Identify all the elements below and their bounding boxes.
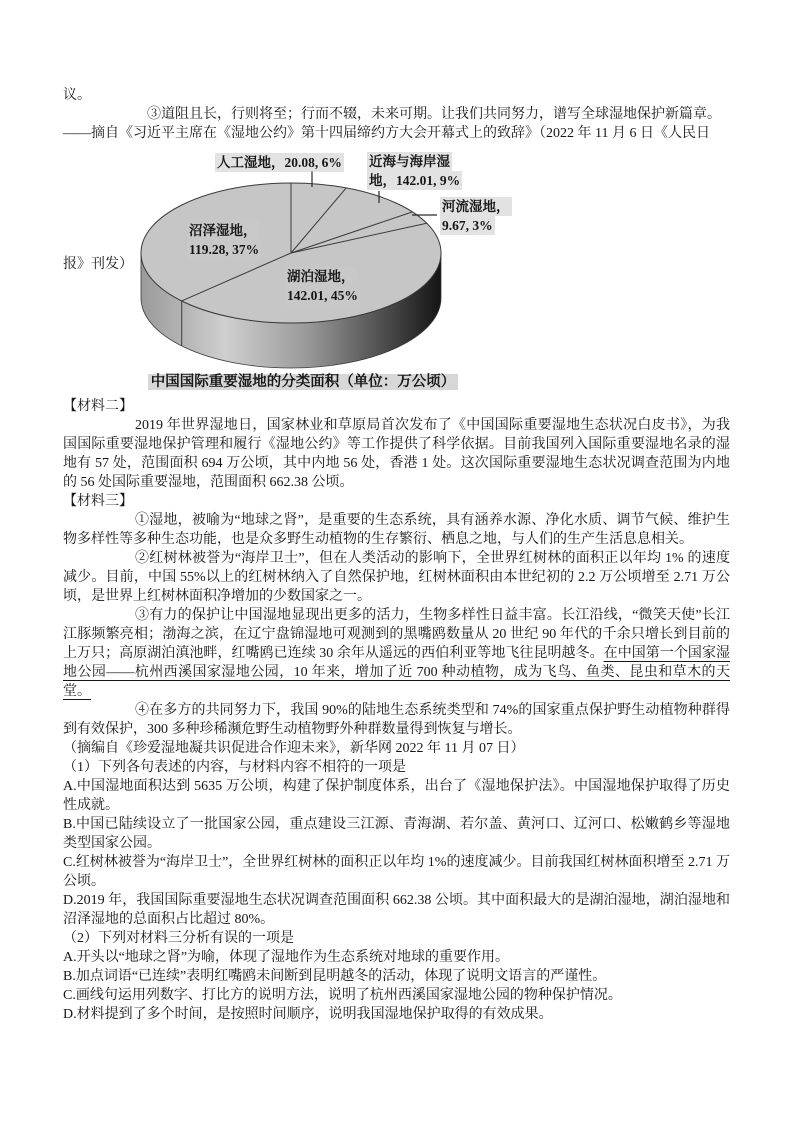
question1-option-b: B.中国已陆续设立了一批国家公园，重点建设三江源、青海湖、若尔盖、黄河口、辽河口、松嫩鹤乡等湿地类型国家公园。 <box>63 817 730 851</box>
question2-option-c: C.画线句运用列数字、打比方的说明方法，说明了杭州西溪国家湿地公园的物种保护情况。 <box>63 988 622 1003</box>
underlined-sentence: 在中国第一个国家湿地公园——杭州西溪国家湿地公园，10 年来，增加了近 700 种动植物，成为飞鸟、鱼类、昆虫和草木的天堂。 <box>63 646 731 699</box>
chart-label-artificial: 人工湿地，20.08, 6% <box>217 155 342 170</box>
question1-option-c: C.红树林被誉为“海岸卫士”，全世界红树林的面积正以年均 1%的速度减少。目前我国红树林面积增至 2.71 万公顷。 <box>63 855 730 889</box>
material3-para1: ①湿地，被喻为“地球之肾”，是重要的生态系统，具有涵养水源、净化水质、调节气候、维护生物多样性等多种生态功能，也是众多野生动植物的生存繁衍、栖息之地，与人们的生产生活息息相关。 <box>63 513 730 547</box>
material3-para4: ④在多方的共同努力下，我国 90%的陆地生态系统类型和 74%的国家重点保护野生动植物种群得到有效保护，300 多种珍稀濒危野生动植物野外种群数量得到恢复与增长。 <box>63 703 730 737</box>
material2-header: 【材料二】 <box>63 399 133 414</box>
chart-block <box>63 143 730 397</box>
quote-paragraph: ③道阻且长，行则将至；行而不辍，未来可期。让我们共同努力，谱写全球湿地保护新篇章。 <box>147 107 721 122</box>
quote-attribution: ——摘自《习近平主席在《湿地公约》第十四届缔约方大会开幕式上的致辞》（2022 年 11 月 6 日《人民日 <box>63 126 710 141</box>
chart-caption: 中国国际重要湿地的分类面积（单位：万公顷） <box>138 373 468 392</box>
question2-option-d: D.材料提到了多个时间，是按照时间顺序，说明我国湿地保护取得的有效成果。 <box>63 1007 553 1022</box>
pie-chart <box>138 143 578 397</box>
question2-stem: （2）下列对材料三分析有误的一项是 <box>63 931 294 946</box>
material3-source: （摘编自《珍爱湿地凝共识促进合作迎未来》，新华网 2022 年 11 月 07 日） <box>63 741 525 756</box>
question1-option-a: A.中国湿地面积达到 5635 万公顷，构建了保护制度体系，出台了《湿地保护法》。中国湿地保护取得了历史性成就。 <box>63 779 730 813</box>
attribution-wrap-text: 报》刊发） <box>63 257 133 272</box>
intro-leading-line: 议。 <box>63 88 91 103</box>
material3-para3 <box>63 606 730 701</box>
material3-para3-text: ③有力的保护让中国湿地显现出更多的活力，生物多样性日益丰富。长江沿线，“微笑天使”长江江豚频繁亮相；渤海之滨，在辽宁盘锦湿地可观测到的黑嘴鸥数量从 20 世纪 90 年代的千余只增长到目前的上万只；高原湖泊滇池畔，红嘴鸥已连续 30 余年从遥远的西伯利亚等地飞往昆明越冬。 <box>63 608 730 661</box>
chart-label-river: 河流湿地， 9.67, 3% <box>442 199 510 233</box>
question1-option-d: D.2019 年，我国国际重要湿地生态状况调查范围面积 662.38 公顷。其中面积最大的是湖泊湿地，湖泊湿地和沼泽湿地的总面积占比超过 80%。 <box>63 893 730 927</box>
material3-header: 【材料三】 <box>63 494 133 509</box>
question2-option-a: A.开头以“地球之肾”为喻，体现了湿地作为生态系统对地球的重要作用。 <box>63 950 510 965</box>
chart-label-marsh: 沼泽湿地， 119.28, 37% <box>189 223 260 257</box>
material3-para2: ②红树林被誉为“海岸卫士”，但在人类活动的影响下，全世界红树林的面积正以年均 1% 的速度减少。目前，中国 55%以上的红树林纳入了自然保护地，红树林面积由本世纪初的 2.2 万公顷增至 2.71 万公顷，是世界上红树林面积净增加的少数国家之一。 <box>63 551 730 604</box>
question2-option-b: B.加点词语“已连续”表明红嘴鸥未间断到昆明越冬的活动，体现了说明文语言的严谨性。 <box>63 969 607 984</box>
question1-stem: （1）下列各句表述的内容，与材料内容不相符的一项是 <box>63 760 406 775</box>
material2-text: 2019 年世界湿地日，国家林业和草原局首次发布了《中国国际重要湿地生态状况白皮书》，为我国国际重要湿地保护管理和履行《湿地公约》等工作提供了科学依据。目前我国列入国际重要湿地名录的湿地有 57 处，范围面积 694 万公顷，其中内地 56 处，香港 1 处。这次国际重要湿地生态状况调查范围为内地的 56 处国际重要湿地，范围面积 662.38 公顷。 <box>63 418 730 490</box>
chart-label-lake: 湖泊湿地， 142.01, 45% <box>287 269 358 303</box>
chart-label-coastal: 近海与海岸湿 地，142.01, 9% <box>369 154 461 188</box>
pie-chart-canvas <box>138 143 578 375</box>
